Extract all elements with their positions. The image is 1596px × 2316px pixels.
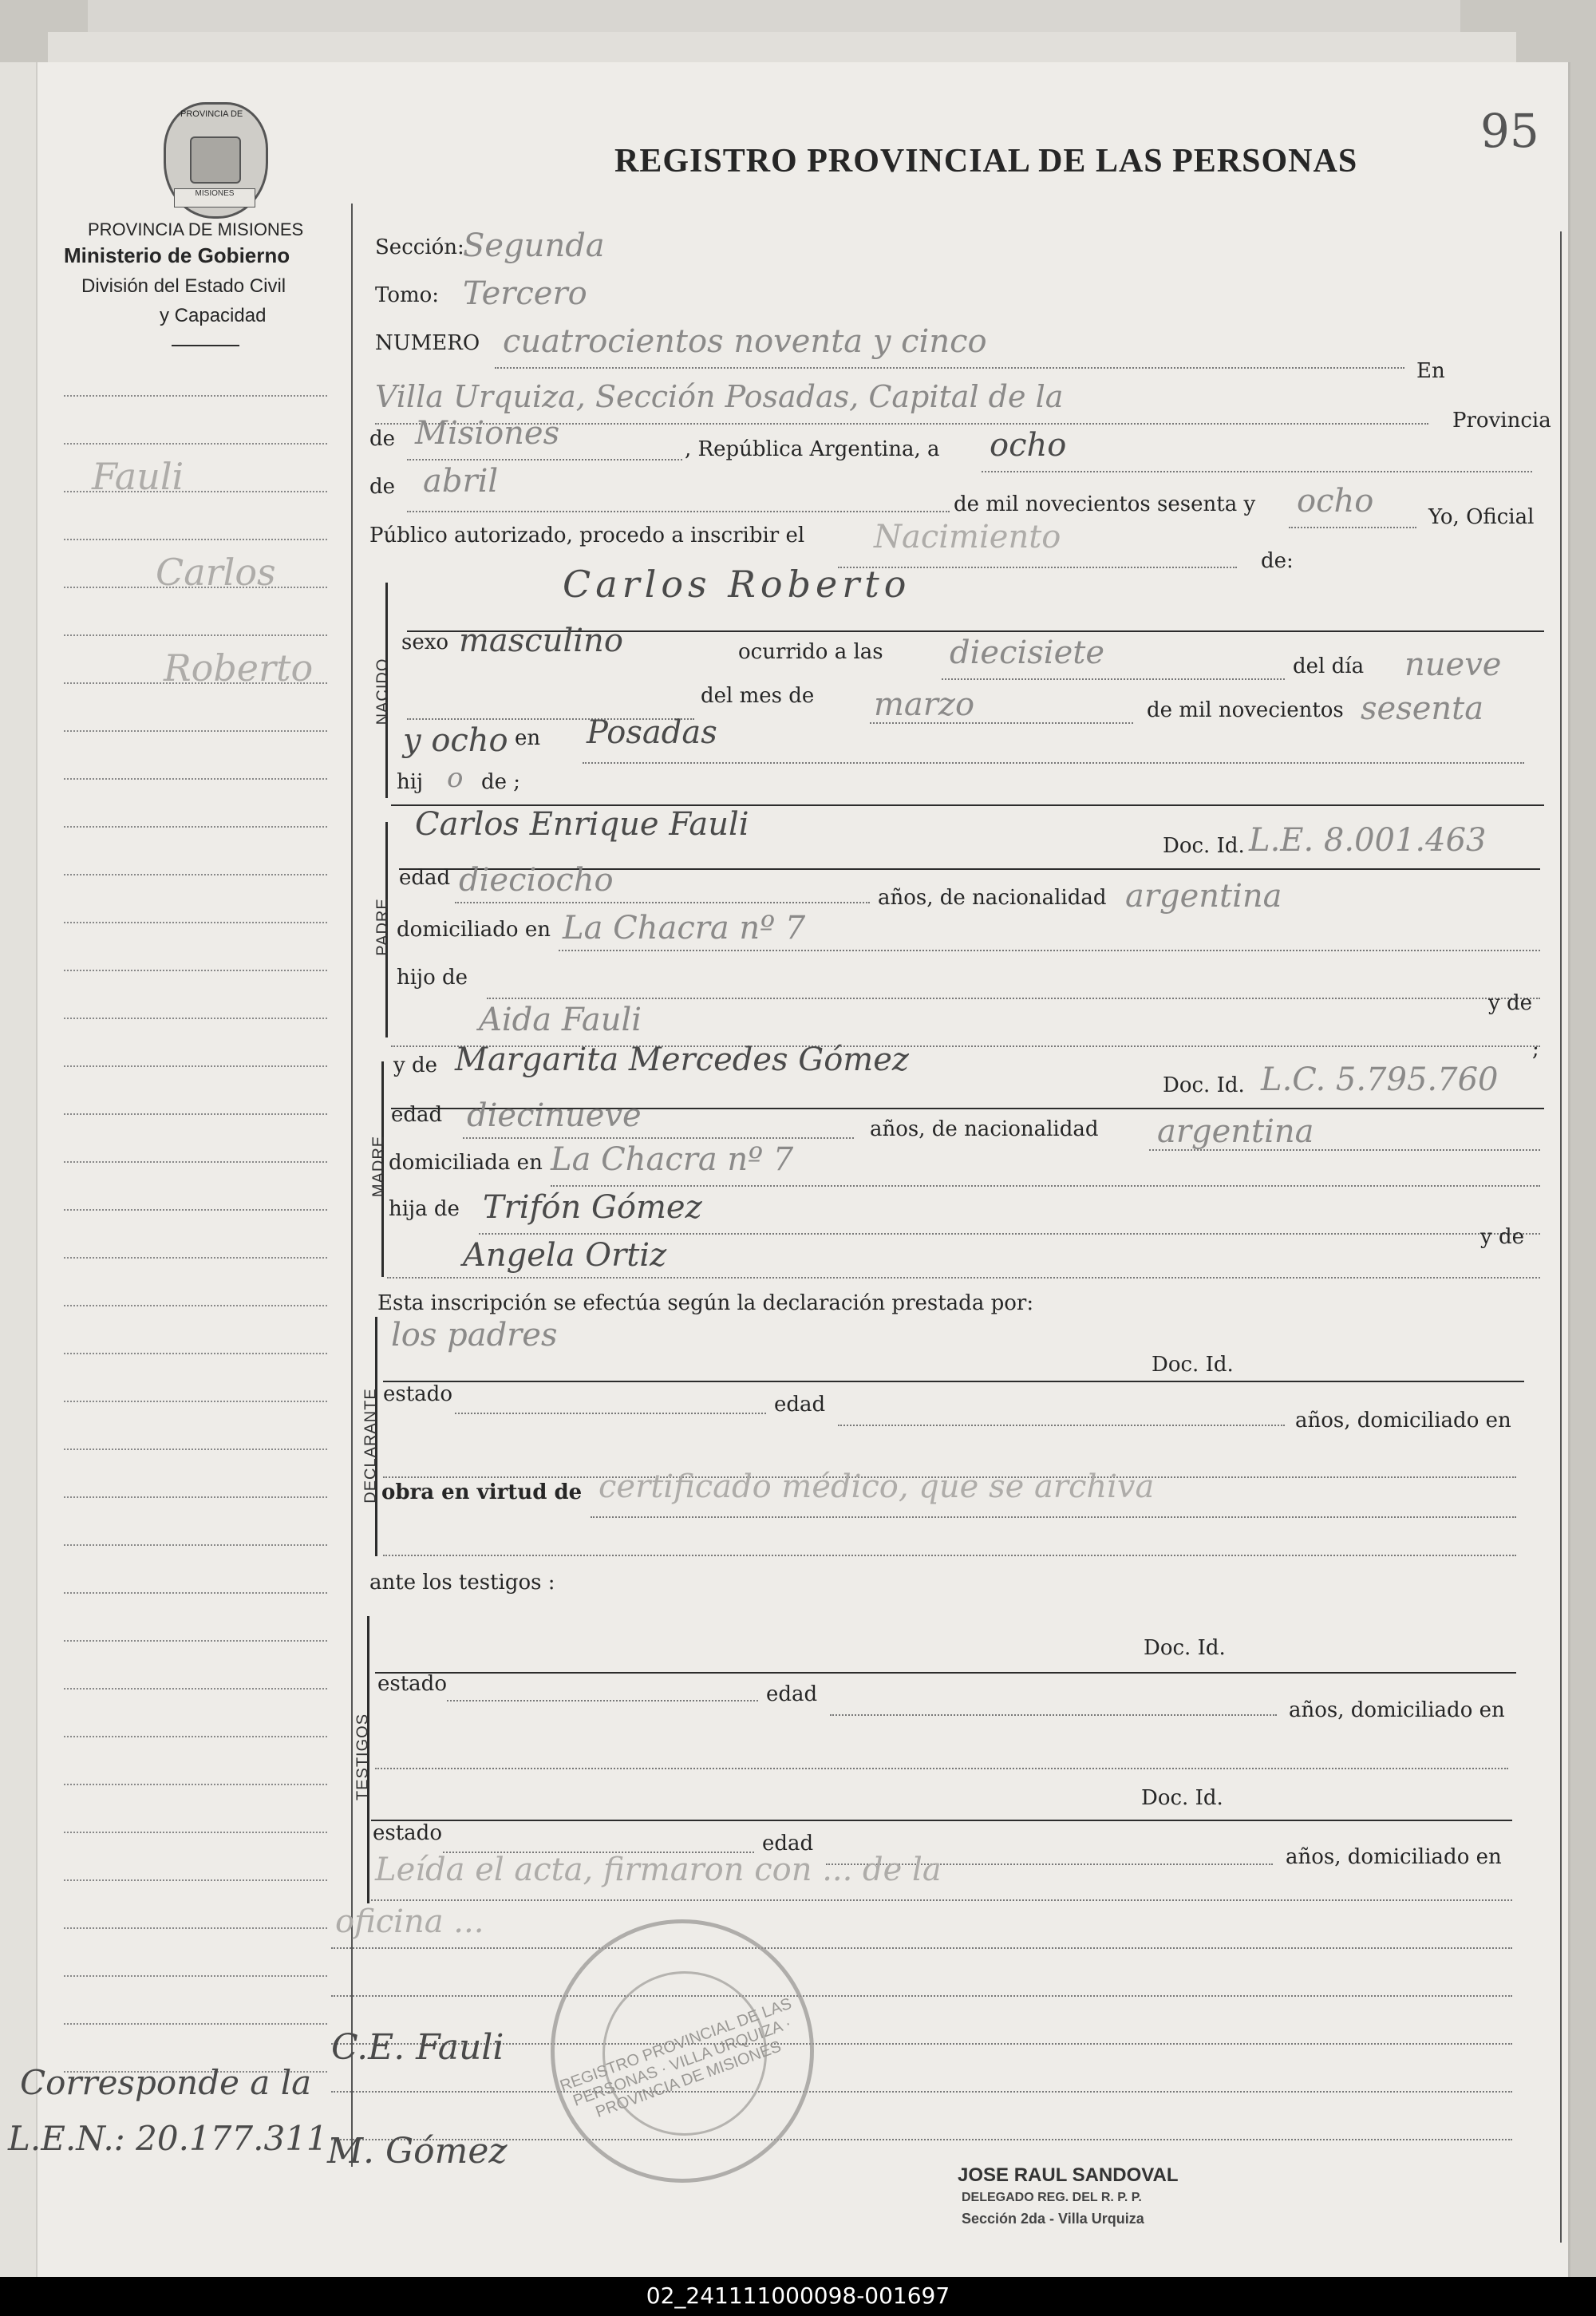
- entry-padre-dom: La Chacra nº 7: [563, 910, 806, 947]
- testigo1-dom-line: [375, 1768, 1508, 1769]
- margin-line: [64, 395, 327, 397]
- padre-dom-line: [559, 950, 1540, 951]
- dia-line: [982, 471, 1532, 472]
- entry-provincia: Misiones: [415, 415, 560, 452]
- form-title: REGISTRO PROVINCIAL DE LAS PERSONAS: [614, 143, 1358, 180]
- emblem-top-text: PROVINCIA DE: [180, 109, 243, 119]
- abuela-materna-line: [387, 1277, 1540, 1279]
- label-doc-id-padre: Doc. Id.: [1163, 834, 1245, 858]
- label-semicolon: ;: [1532, 1037, 1539, 1061]
- entry-abuelo-paterno: Aida Fauli: [479, 1002, 642, 1038]
- label-hija-de: hija de: [389, 1197, 460, 1221]
- section-label-declarante: DECLARANTE: [361, 1388, 380, 1504]
- padre-edad-line: [455, 902, 870, 903]
- label-inscripcion: Esta inscripción se efectúa según la declaración prestada por:: [377, 1291, 1034, 1315]
- label-edad-madre: edad: [391, 1103, 443, 1127]
- label-republica: , República Argentina, a: [685, 437, 940, 461]
- seal-text: REGISTRO PROVINCIAL DE LAS PERSONAS · VILLA URQUIZA · PROVINCIA DE MISIONES: [557, 1994, 795, 2121]
- margin-line: [64, 634, 327, 636]
- issuer-division: División del Estado Civil: [81, 275, 286, 297]
- margin-line: [64, 826, 327, 828]
- lugar-nac-line: [583, 762, 1524, 764]
- margin-line: [64, 730, 327, 732]
- margin-line: [64, 1975, 327, 1977]
- entry-leida: Leída el acta, firmaron con ... de la: [375, 1852, 942, 1888]
- margin-line: [64, 1401, 327, 1402]
- leida-line: [371, 1899, 1512, 1901]
- entry-hora: diecisiete: [950, 634, 1105, 671]
- margin-line: [64, 1640, 327, 1642]
- margin-line: [64, 874, 327, 875]
- page-number: 95: [1480, 104, 1539, 158]
- entry-sexo: masculino: [459, 622, 623, 659]
- signature-father: C.E. Fauli: [331, 2027, 504, 2068]
- label-testigos: ante los testigos :: [369, 1571, 555, 1595]
- label-edad-testigo2: edad: [762, 1832, 814, 1856]
- entry-madre-doc: L.C. 5.795.760: [1261, 1061, 1499, 1098]
- section-label-madre: MADRE: [369, 1135, 388, 1198]
- margin-line: [64, 2023, 327, 2025]
- margin-line: [64, 1688, 327, 1690]
- label-y-de-madre: y de: [393, 1053, 437, 1077]
- provincia-line: [407, 459, 682, 460]
- margin-line: [64, 1113, 327, 1115]
- label-en-2: en: [515, 726, 541, 750]
- obra-line: [591, 1516, 1516, 1518]
- entry-padre-nac: argentina: [1125, 878, 1282, 915]
- label-doc-id-testigo1: Doc. Id.: [1144, 1636, 1226, 1660]
- margin-line: [64, 1018, 327, 1019]
- emblem-shield: [190, 136, 241, 184]
- entry-dia-nac: nueve: [1404, 646, 1502, 683]
- entry-nombre: Carlos Roberto: [563, 563, 911, 606]
- closing-line-1: [331, 1947, 1512, 1949]
- label-hij: hij: [397, 770, 424, 794]
- label-domiciliada: domiciliada en: [389, 1151, 543, 1175]
- label-mil-novecientos: de mil novecientos sesenta y: [954, 492, 1256, 516]
- entry-abuelo-materno: Trifón Gómez: [483, 1189, 702, 1226]
- entry-anio-nac-2: y ocho: [403, 722, 508, 759]
- entry-lugar: Villa Urquiza, Sección Posadas, Capital de la: [375, 379, 1064, 414]
- entry-hij-suffix: o: [447, 762, 464, 794]
- section-label-testigos: TESTIGOS: [354, 1713, 372, 1801]
- madre-nac-line: [1149, 1149, 1540, 1151]
- label-anos-dom-testigo2: años, domiciliado en: [1286, 1845, 1502, 1869]
- label-doc-id-declarante: Doc. Id.: [1152, 1353, 1234, 1377]
- numero-line: [495, 367, 1404, 369]
- entry-padre-edad: dieciocho: [459, 862, 614, 899]
- official-section: Sección 2da - Villa Urquiza: [962, 2211, 1144, 2227]
- label-sexo: sexo: [401, 630, 449, 654]
- label-estado-declarante: estado: [383, 1382, 452, 1406]
- margin-line: [64, 1832, 327, 1833]
- label-obra: obra en virtud de: [381, 1480, 583, 1504]
- margin-surname: Fauli: [92, 455, 184, 498]
- margin-name2: Roberto: [164, 646, 314, 690]
- entry-abuela-materna: Angela Ortiz: [463, 1237, 667, 1274]
- testigo2-rule: [371, 1820, 1512, 1821]
- testigo1-edad-line: [830, 1714, 1277, 1716]
- section-label-padre: PADRE: [373, 898, 392, 956]
- binding-strip: [0, 62, 38, 2277]
- entry-anio-nac: sesenta: [1361, 690, 1484, 727]
- entry-madre-dom: La Chacra nº 7: [551, 1141, 794, 1178]
- registry-seal-stamp: [551, 1919, 814, 2183]
- label-anos-dom-testigo1: años, domiciliado en: [1289, 1698, 1505, 1722]
- margin-correction-2: L.E.N.: 20.177.311: [8, 2119, 328, 2158]
- margin-line: [64, 1496, 327, 1498]
- form-left-rule: [351, 204, 353, 2167]
- signature-mother: M. Gómez: [327, 2131, 508, 2172]
- entry-acto: Nacimiento: [874, 519, 1061, 555]
- image-code: 02_241111000098-001697: [646, 2282, 950, 2309]
- label-estado-testigo2: estado: [373, 1821, 442, 1845]
- label-hijo-de: hijo de: [397, 966, 468, 990]
- margin-line: [64, 1209, 327, 1211]
- entry-dia: ocho: [990, 427, 1067, 464]
- entry-padre-doc: L.E. 8.001.463: [1249, 822, 1487, 859]
- testigo1-estado-line: [447, 1700, 758, 1701]
- margin-line: [64, 1784, 327, 1785]
- section-label-nacido: NACIDO: [373, 658, 392, 725]
- entry-declarante: los padres: [391, 1317, 558, 1354]
- margin-line: [64, 1448, 327, 1450]
- label-en: En: [1416, 359, 1445, 383]
- label-estado-testigo1: estado: [377, 1672, 447, 1696]
- margin-correction-1: Corresponde a la: [20, 2063, 312, 2102]
- label-anos-nac-padre: años, de nacionalidad: [878, 886, 1107, 910]
- madre-dom-line: [551, 1185, 1540, 1187]
- entry-mes: abril: [423, 463, 499, 500]
- margin-line: [64, 1544, 327, 1546]
- margin-line: [64, 1927, 327, 1929]
- hijo-de-line: [487, 998, 1540, 999]
- official-title: DELEGADO REG. DEL R. P. P.: [962, 2191, 1142, 2204]
- entry-padre-nombre: Carlos Enrique Fauli: [415, 806, 749, 843]
- mes-line: [407, 511, 950, 512]
- margin-name1: Carlos: [156, 551, 276, 594]
- entry-madre-nac: argentina: [1157, 1113, 1314, 1150]
- label-doc-id-testigo2: Doc. Id.: [1141, 1786, 1223, 1810]
- label-doc-id-madre: Doc. Id.: [1163, 1073, 1245, 1097]
- label-domiciliado-padre: domiciliado en: [397, 918, 551, 942]
- entry-madre-edad: diecinueve: [467, 1097, 642, 1134]
- label-de-semicolon: de ;: [481, 770, 521, 794]
- obra-line-2: [383, 1555, 1516, 1556]
- margin-line: [64, 1065, 327, 1067]
- margin-line: [64, 1161, 327, 1163]
- label-de-mil-nov: de mil novecientos: [1147, 698, 1344, 722]
- label-de: de: [369, 427, 396, 451]
- closing-line-2: [331, 1995, 1512, 1997]
- margin-line: [64, 778, 327, 780]
- entry-leida-2: oficina ...: [335, 1903, 484, 1940]
- label-y-de-madre-2: y de: [1480, 1225, 1524, 1249]
- emblem-ribbon: MISIONES: [174, 188, 255, 207]
- entry-anio: ocho: [1297, 483, 1374, 520]
- hora-line: [942, 678, 1285, 680]
- form-right-rule: [1560, 231, 1562, 2243]
- abuelo-materno-line: [479, 1233, 1540, 1235]
- margin-line: [64, 1257, 327, 1259]
- entry-tomo: Tercero: [463, 275, 587, 312]
- margin-line: [64, 1592, 327, 1594]
- label-de-colon: de:: [1261, 549, 1294, 573]
- label-publico: Público autorizado, procedo a inscribir el: [369, 524, 805, 547]
- provincial-emblem: [164, 102, 268, 219]
- closing-line-5: [331, 2139, 1512, 2140]
- mes-nac-line: [870, 722, 1133, 724]
- label-provincia: Provincia: [1452, 409, 1551, 433]
- label-anos-dom-declarante: años, domiciliado en: [1295, 1409, 1511, 1433]
- entry-seccion: Segunda: [463, 227, 605, 264]
- margin-line: [64, 1879, 327, 1881]
- margin-line: [64, 539, 327, 540]
- madre-edad-line: [463, 1137, 854, 1139]
- entry-madre-nombre: Margarita Mercedes Gómez: [455, 1041, 909, 1078]
- label-yo-oficial: Yo, Oficial: [1428, 505, 1535, 529]
- closing-line-3: [331, 2043, 1512, 2045]
- issuer-capacity: y Capacidad: [160, 305, 267, 326]
- entry-lugar-nac: Posadas: [587, 714, 717, 751]
- margin-line: [64, 443, 327, 445]
- label-del-mes: del mes de: [701, 684, 815, 708]
- label-del-dia: del día: [1293, 654, 1365, 678]
- label-ocurrido: ocurrido a las: [738, 640, 883, 664]
- issuer-rule: [172, 345, 239, 346]
- declarante-estado-line: [455, 1413, 766, 1414]
- declarante-edad-line: [838, 1425, 1285, 1426]
- label-seccion: Sección:: [375, 235, 464, 259]
- margin-line: [64, 1305, 327, 1306]
- issuer-province: PROVINCIA DE MISIONES: [88, 219, 304, 239]
- declarante-rule: [383, 1381, 1524, 1382]
- entry-obra: certificado médico, que se archiva: [598, 1468, 1155, 1505]
- anio-line: [1289, 527, 1416, 528]
- entry-mes-nac: marzo: [874, 686, 975, 723]
- official-name: JOSE RAUL SANDOVAL: [958, 2164, 1179, 2186]
- closing-line-4: [331, 2091, 1512, 2093]
- entry-numero: cuatrocientos noventa y cinco: [503, 323, 987, 360]
- label-anos-nac-madre: años, de nacionalidad: [870, 1117, 1099, 1141]
- label-y-de: y de: [1488, 991, 1532, 1015]
- label-numero: NUMERO: [375, 331, 480, 355]
- label-tomo: Tomo:: [375, 283, 440, 307]
- issuer-ministry: Ministerio de Gobierno: [64, 243, 290, 267]
- margin-line: [64, 922, 327, 923]
- testigo1-rule: [375, 1672, 1516, 1674]
- label-edad-declarante: edad: [774, 1393, 826, 1417]
- label-edad-padre: edad: [399, 866, 451, 890]
- label-de-2: de: [369, 475, 396, 499]
- label-edad-testigo1: edad: [766, 1682, 818, 1706]
- margin-line: [64, 1736, 327, 1737]
- margin-line: [64, 970, 327, 971]
- margin-line: [64, 1353, 327, 1354]
